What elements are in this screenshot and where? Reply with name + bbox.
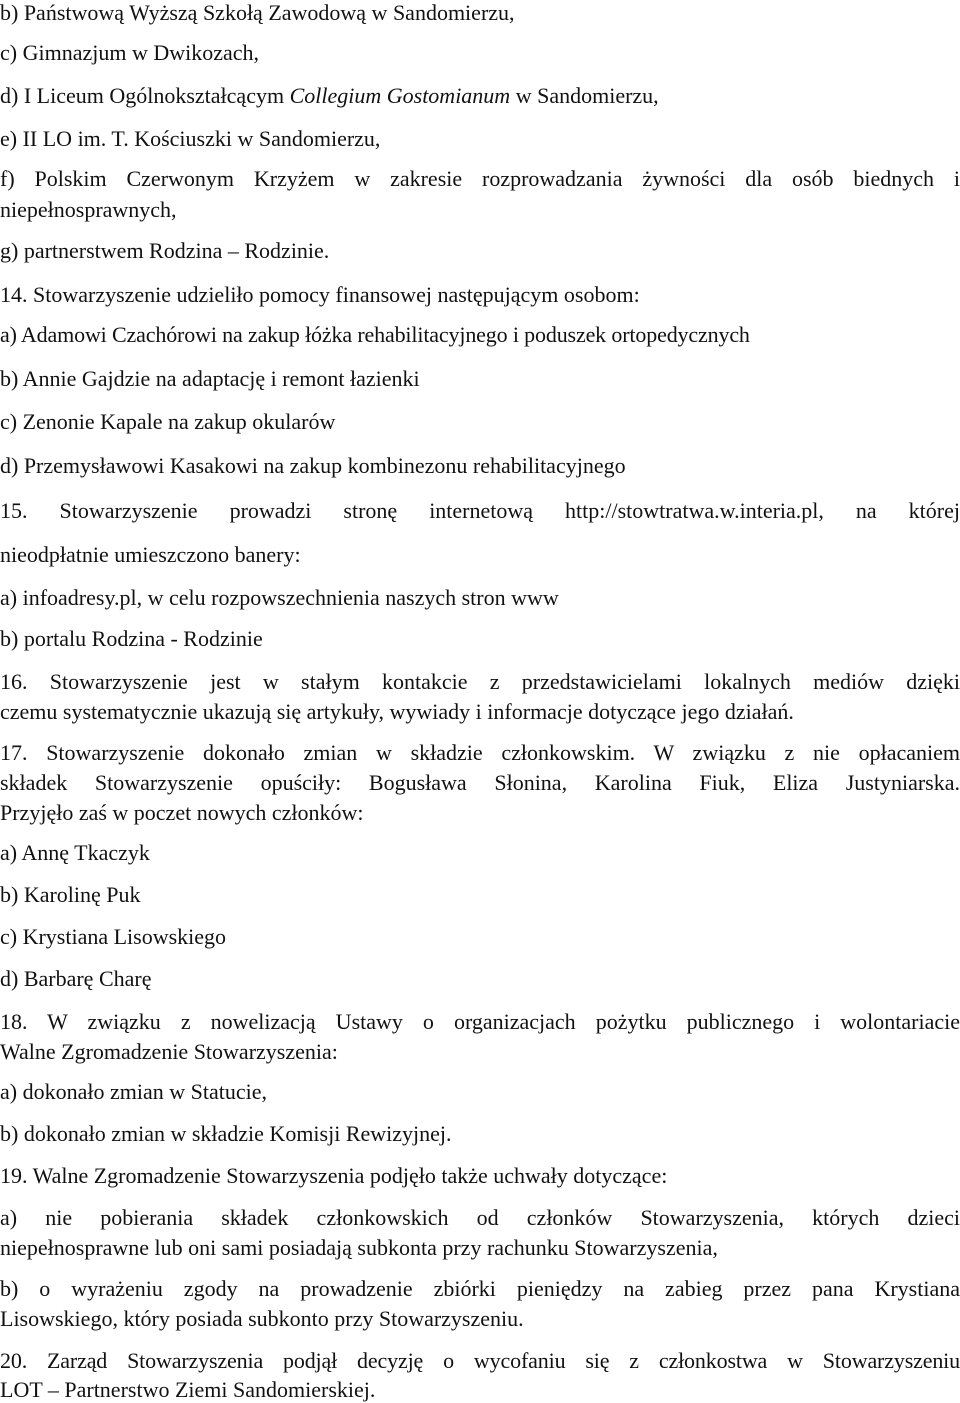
list-item — [0, 83, 960, 109]
paragraph-20-continuation: LOT – Partnerstwo Ziemi Sandomierskiej. — [0, 1377, 376, 1402]
list-item: a) infoadresy.pl, w celu rozpowszechnienia naszych stron www — [0, 585, 559, 610]
paragraph-16: 16. Stowarzyszenie jest w stałym kontakcie z przedstawicielami lokalnych mediów dzięki — [0, 669, 960, 694]
list-item-continuation: Lisowskiego, który posiada subkonto przy Stowarzyszeniu. — [0, 1306, 524, 1331]
list-item: a) nie pobierania składek członkowskich od członków Stowarzyszenia, których dzieci — [0, 1205, 960, 1230]
list-item: d) Przemysławowi Kasakowi na zakup kombinezonu rehabilitacyjnego — [0, 453, 626, 478]
list-item-continuation: niepełnosprawnych, — [0, 197, 177, 222]
list-item: b) Annie Gajdzie na adaptację i remont łazienki — [0, 366, 420, 391]
list-item-continuation: niepełnosprawne lub oni sami posiadają subkonta przy rachunku Stowarzyszenia, — [0, 1235, 718, 1260]
list-item: b) Państwową Wyższą Szkołą Zawodową w Sandomierzu, — [0, 0, 515, 25]
italic-name: Collegium Gostomianum — [289, 83, 511, 108]
list-item-text: d) I Liceum Ogólnokształcącym — [0, 83, 290, 108]
paragraph-17-continuation: składek Stowarzyszenie opuściły: Bogusława Słonina, Karolina Fiuk, Eliza Justyniarska. — [0, 770, 960, 795]
list-item-text: w Sandomierzu, — [510, 83, 659, 108]
list-item: c) Krystiana Lisowskiego — [0, 924, 227, 949]
paragraph-17-continuation: Przyjęło zaś w poczet nowych członków: — [0, 800, 364, 825]
paragraph-16-continuation: czemu systematycznie ukazują się artykuły, wywiady i informacje dotyczące jego działań. — [0, 699, 794, 724]
list-item: b) portalu Rodzina - Rodzinie — [0, 626, 263, 651]
list-item: d) Barbarę Charę — [0, 966, 152, 991]
list-item: a) Adamowi Czachórowi na zakup łóżka rehabilitacyjnego i poduszek ortopedycznych — [0, 322, 750, 347]
list-item: c) Gimnazjum w Dwikozach, — [0, 40, 260, 65]
list-item: a) dokonało zmian w Statucie, — [0, 1079, 267, 1104]
list-item: e) II LO im. T. Kościuszki w Sandomierzu, — [0, 126, 381, 151]
paragraph-15-continuation: nieodpłatnie umieszczono banery: — [0, 542, 301, 567]
list-item: g) partnerstwem Rodzina – Rodzinie. — [0, 238, 330, 263]
paragraph-19: 19. Walne Zgromadzenie Stowarzyszenia podjęło także uchwały dotyczące: — [0, 1163, 668, 1188]
list-item: b) dokonało zmian w składzie Komisji Rewizyjnej. — [0, 1121, 452, 1146]
list-item: f) Polskim Czerwonym Krzyżem w zakresie rozprowadzania żywności dla osób biednych i — [0, 166, 960, 191]
paragraph-14: 14. Stowarzyszenie udzieliło pomocy finansowej następującym osobom: — [0, 282, 640, 307]
paragraph-20: 20. Zarząd Stowarzyszenia podjął decyzję o wycofaniu się z członkostwa w Stowarzyszeniu — [0, 1348, 960, 1373]
paragraph-17: 17. Stowarzyszenie dokonało zmian w składzie członkowskim. W związku z nie opłacaniem — [0, 740, 960, 765]
list-item: b) o wyrażeniu zgody na prowadzenie zbiórki pieniędzy na zabieg przez pana Krystiana — [0, 1276, 960, 1301]
paragraph-15: 15. Stowarzyszenie prowadzi stronę internetową http://stowtratwa.w.interia.pl, na której — [0, 498, 960, 523]
paragraph-18: 18. W związku z nowelizacją Ustawy o organizacjach pożytku publicznego i wolontariacie — [0, 1009, 960, 1034]
list-item: c) Zenonie Kapale na zakup okularów — [0, 409, 336, 434]
list-item: b) Karolinę Puk — [0, 882, 141, 907]
paragraph-18-continuation: Walne Zgromadzenie Stowarzyszenia: — [0, 1039, 338, 1064]
list-item: a) Annę Tkaczyk — [0, 840, 150, 865]
